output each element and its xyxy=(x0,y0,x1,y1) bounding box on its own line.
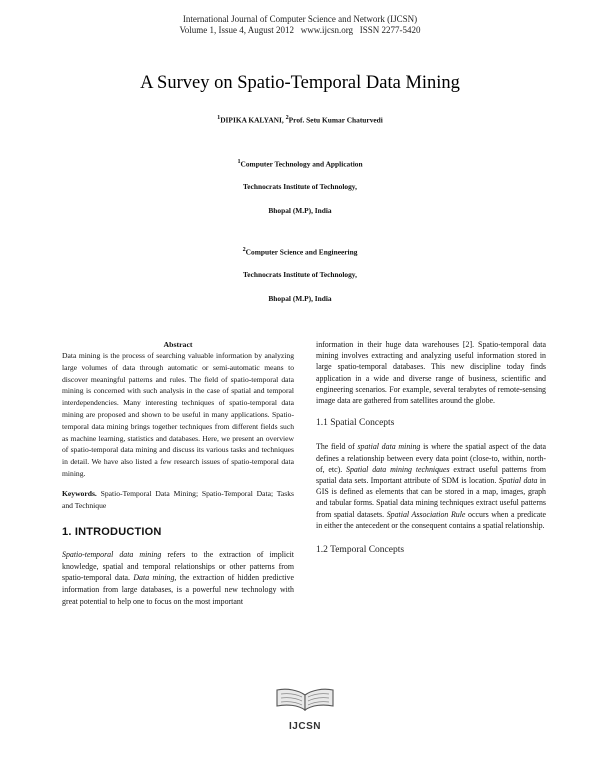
open-book-icon xyxy=(272,684,338,714)
author-2: Prof. Setu Kumar Chaturvedi xyxy=(288,115,383,125)
ijcsn-logo xyxy=(270,684,340,732)
affiliation-2-place: Bhopal (M.P), India xyxy=(268,294,332,303)
intro-text-b: , the extraction of hidden predictive information from large databases, is a powerful new technology with great potential to help one to focus on the most important xyxy=(62,573,294,606)
section-heading-spatial-concepts: 1.1 Spatial Concepts xyxy=(316,418,395,429)
intro-term-1: Spatio-temporal data mining xyxy=(62,550,162,560)
spatial-term-2: Spatial data mining techniques xyxy=(346,464,450,474)
journal-issue-info: Volume 1, Issue 4, August 2012 www.ijcsn.org ISSN 2277-5420 xyxy=(179,25,421,35)
affiliation-2 xyxy=(0,245,600,319)
spatial-term-1: spatial data mining xyxy=(357,442,421,452)
affiliation-1-place: Bhopal (M.P), India xyxy=(268,206,332,215)
spatial-term-4: Spatial Association Rule xyxy=(386,509,466,519)
spatial-text-b: is where the spatial aspect of the data defines a relationship between every data point (close-to, within, north-of, etc). xyxy=(316,442,546,474)
paper-title: A Survey on Spatio-Temporal Data Mining xyxy=(140,73,460,93)
author-1: DIPIKA KALYANI, xyxy=(220,115,286,125)
affiliation-2-mark: 2 xyxy=(242,247,246,253)
section-heading-temporal-concepts: 1.2 Temporal Concepts xyxy=(316,545,405,556)
author-2-mark: 2 xyxy=(285,115,289,121)
affiliation-2-dept: Computer Science and Engineering xyxy=(245,247,358,257)
introduction-text xyxy=(62,549,294,607)
intro-text-a: refers to the extraction of implicit knowledge, spatial and temporal relationships or other patterns from spatio-temporal data. xyxy=(62,550,294,583)
spatial-term-3: Spatial data xyxy=(498,476,538,486)
intro-term-2: Data mining xyxy=(133,573,175,583)
affiliation-1-mark: 1 xyxy=(237,159,241,165)
abstract-text: Data mining is the process of searching valuable information by analyzing large volumes of data through automatic or semi-automatic means to discover meaningful patterns and rules. The field of spatio-temporal data mining is concerned with such analysis in the case of spatial and temporal interdependencies. Many interesting techniques of spatio-temporal data mining are proposed and shown to be useful in many applications. Spatio-temporal data mining brings together techniques from different fields such as machine learning, statistics and databases. Here, we present an overview of spatio-temporal data mining and discuss its various tasks and techniques in detail. We have also listed a few research issues of spatio-temporal data mining. xyxy=(62,351,294,478)
journal-header xyxy=(0,14,600,36)
intro-continued-text: information in their huge data warehouses [2]. Spatio-temporal data mining involves extracting and analyzing useful information stored in large spatio-temporal databases. This new discipline today finds application in a wide and diverse range of business, scientific and engineering scenarios. For example, several terabytes of remote-sensing image data are gathered from satellites around the globe. xyxy=(316,340,546,406)
spatial-text-d: in GIS is defined as elements that can be stored in a map, images, graph and tabular forms. Spatial data mining techniques extract useful patterns from spatial datasets. xyxy=(316,476,546,519)
authors xyxy=(0,115,600,124)
keywords-text: Spatio-Temporal Data Mining; Spatio-Temporal Data; Tasks and Technique xyxy=(62,488,294,510)
affiliation-1-inst: Technocrats Institute of Technology, xyxy=(243,181,357,191)
left-column xyxy=(62,339,294,607)
keywords xyxy=(62,488,294,512)
right-column xyxy=(316,339,546,568)
keywords-label: Keywords. xyxy=(62,488,97,498)
abstract-heading: Abstract xyxy=(163,340,193,349)
spatial-text-c: extract useful patterns from spatial data sets. Important attribute of SDM is location. xyxy=(316,464,546,486)
spatial-concepts-text xyxy=(316,441,546,531)
affiliation-2-inst: Technocrats Institute of Technology, xyxy=(243,269,357,279)
spatial-text-e: occurs when a predicate in either the antecedent or the consequent contains a spatial relationship. xyxy=(316,509,546,530)
logo-text: IJCSN xyxy=(289,721,321,732)
affiliation-1 xyxy=(0,157,600,231)
spatial-text-a: The field of xyxy=(316,442,358,452)
affiliation-1-dept: Computer Technology and Application xyxy=(240,159,363,169)
author-1-mark: 1 xyxy=(217,115,221,121)
section-heading-introduction: 1. INTRODUCTION xyxy=(62,526,162,539)
journal-name: International Journal of Computer Science and Network (IJCSN) xyxy=(182,14,418,24)
